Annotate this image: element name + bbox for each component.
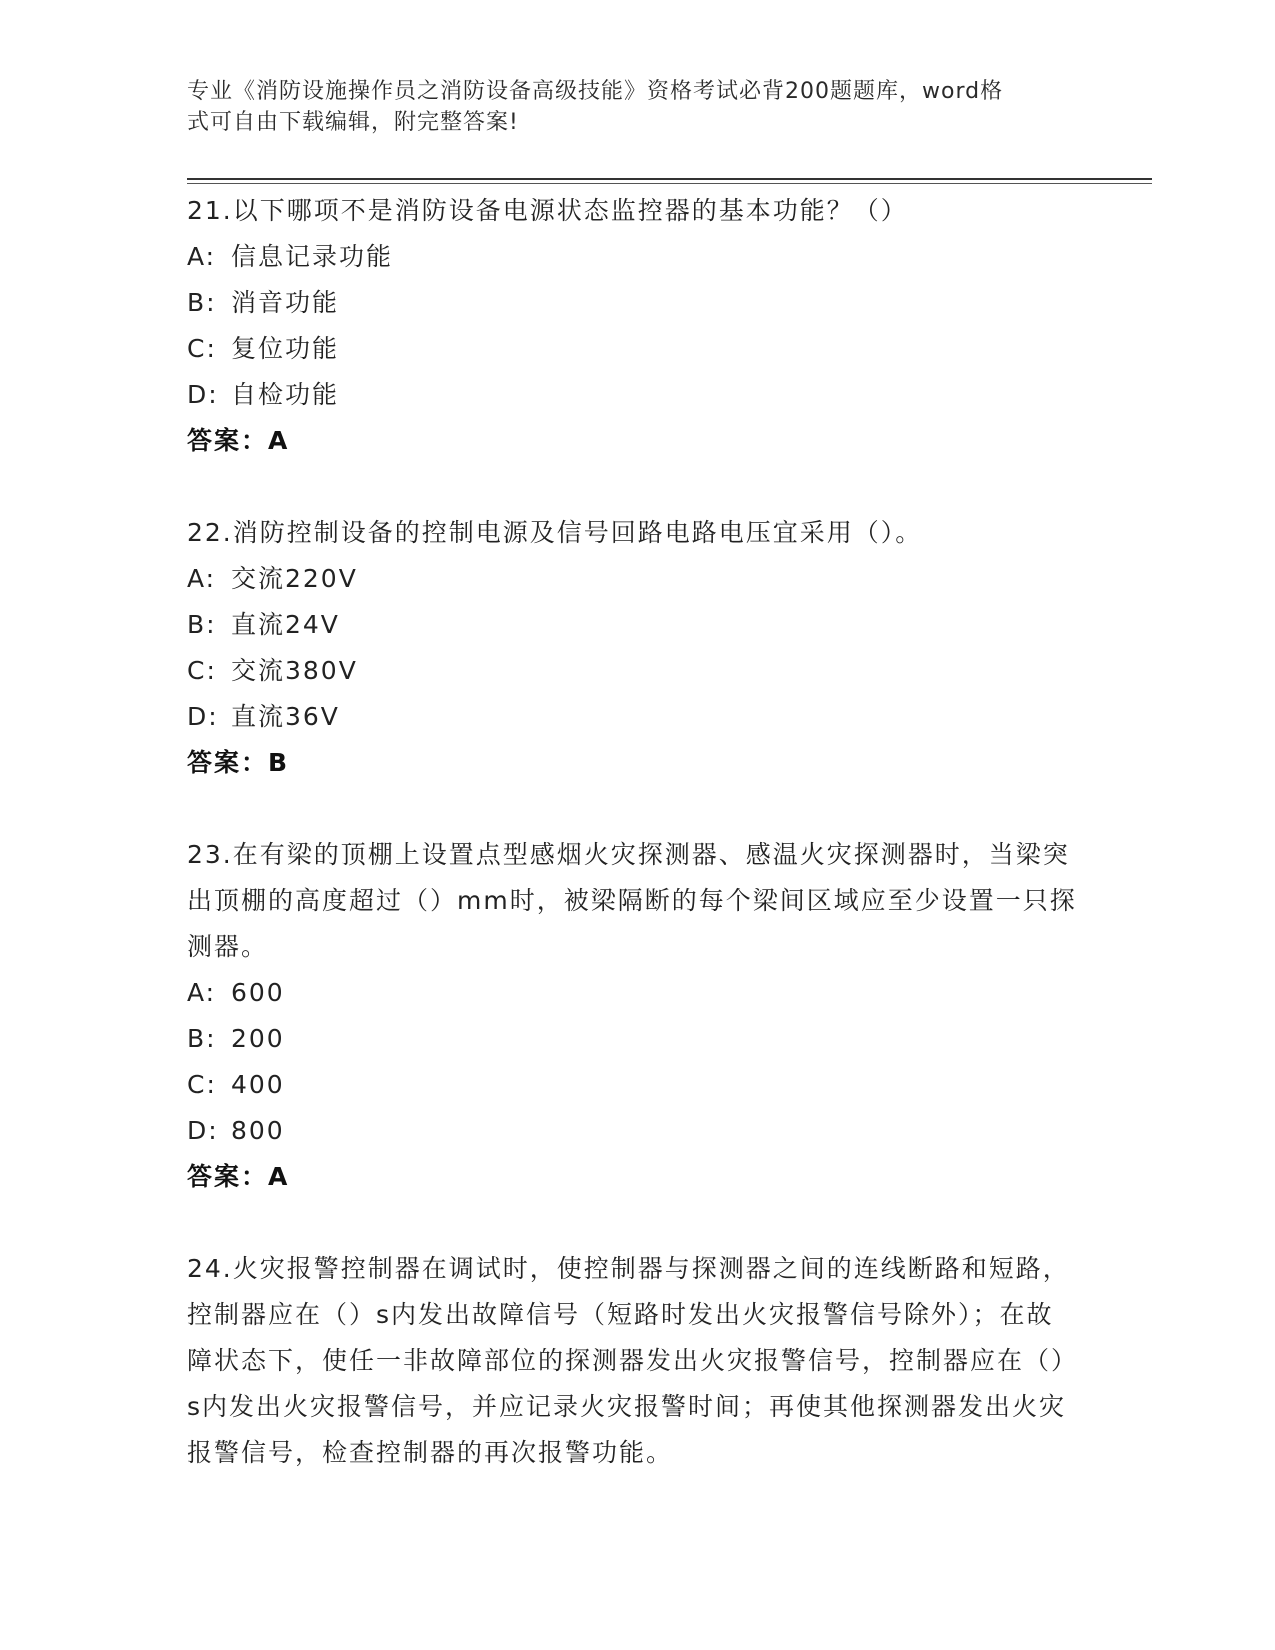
option-a [187,970,1087,1016]
option-letter: B: [187,1024,217,1053]
option-a [187,556,1087,602]
option-c [187,648,1087,694]
option-text: 交流380V [231,656,358,685]
option-d [187,1108,1087,1154]
document-header [187,76,1067,138]
spacer [187,786,1087,832]
option-c [187,326,1087,372]
option-letter: C: [187,656,217,685]
question-stem: 23.在有梁的顶棚上设置点型感烟火灾探测器、感温火灾探测器时，当梁突出顶棚的高度超过（）mm时，被梁隔断的每个梁间区域应至少设置一只探测器。 [187,840,1077,961]
spacer [187,1200,1087,1246]
option-c [187,1062,1087,1108]
option-letter: B: [187,288,217,317]
option-text: 200 [231,1024,285,1053]
option-letter: C: [187,334,217,363]
option-text: 600 [231,978,285,1007]
option-letter: B: [187,610,217,639]
option-text: 800 [231,1116,285,1145]
question-23 [187,832,1087,1200]
option-b [187,602,1087,648]
option-text: 自检功能 [231,380,340,409]
option-letter: C: [187,1070,217,1099]
option-text: 交流220V [231,564,358,593]
question-stem: 21.以下哪项不是消防设备电源状态监控器的基本功能？（） [187,196,908,225]
question-22 [187,510,1087,786]
header-divider-thick [187,178,1152,180]
question-list [187,188,1087,1476]
option-d [187,694,1087,740]
answer-line: 答案：A [187,1162,290,1191]
option-letter: A: [187,978,217,1007]
option-letter: A: [187,242,217,271]
option-text: 复位功能 [231,334,340,363]
option-text: 直流24V [231,610,340,639]
option-letter: A: [187,564,217,593]
answer-line: 答案：B [187,748,290,777]
question-21 [187,188,1087,464]
option-text: 信息记录功能 [231,242,394,271]
header-line-1: 专业《消防设施操作员之消防设备高级技能》资格考试必背200题题库，word格 [187,79,1004,104]
option-text: 直流36V [231,702,340,731]
answer-line: 答案：A [187,426,290,455]
option-letter: D: [187,380,219,409]
header-divider-thin [187,183,1152,184]
option-b [187,1016,1087,1062]
header-line-2: 式可自由下载编辑，附完整答案! [187,110,519,135]
option-text: 消音功能 [231,288,340,317]
question-stem: 24.火灾报警控制器在调试时，使控制器与探测器之间的连线断路和短路，控制器应在（）s内发出故障信号（短路时发出火灾报警信号除外）；在故障状态下，使任一非故障部位的探测器发出火灾报警信号，控制器应在（）s内发出火灾报警信号，并应记录火灾报警时间；再使其他探测器发出火灾报警信号，检查控制器的再次报警功能。 [187,1254,1070,1467]
spacer [187,464,1087,510]
option-d [187,372,1087,418]
option-b [187,280,1087,326]
question-stem: 22.消防控制设备的控制电源及信号回路电路电压宜采用（）。 [187,518,923,547]
question-24 [187,1246,1087,1476]
option-a [187,234,1087,280]
option-letter: D: [187,1116,219,1145]
option-text: 400 [231,1070,285,1099]
option-letter: D: [187,702,219,731]
